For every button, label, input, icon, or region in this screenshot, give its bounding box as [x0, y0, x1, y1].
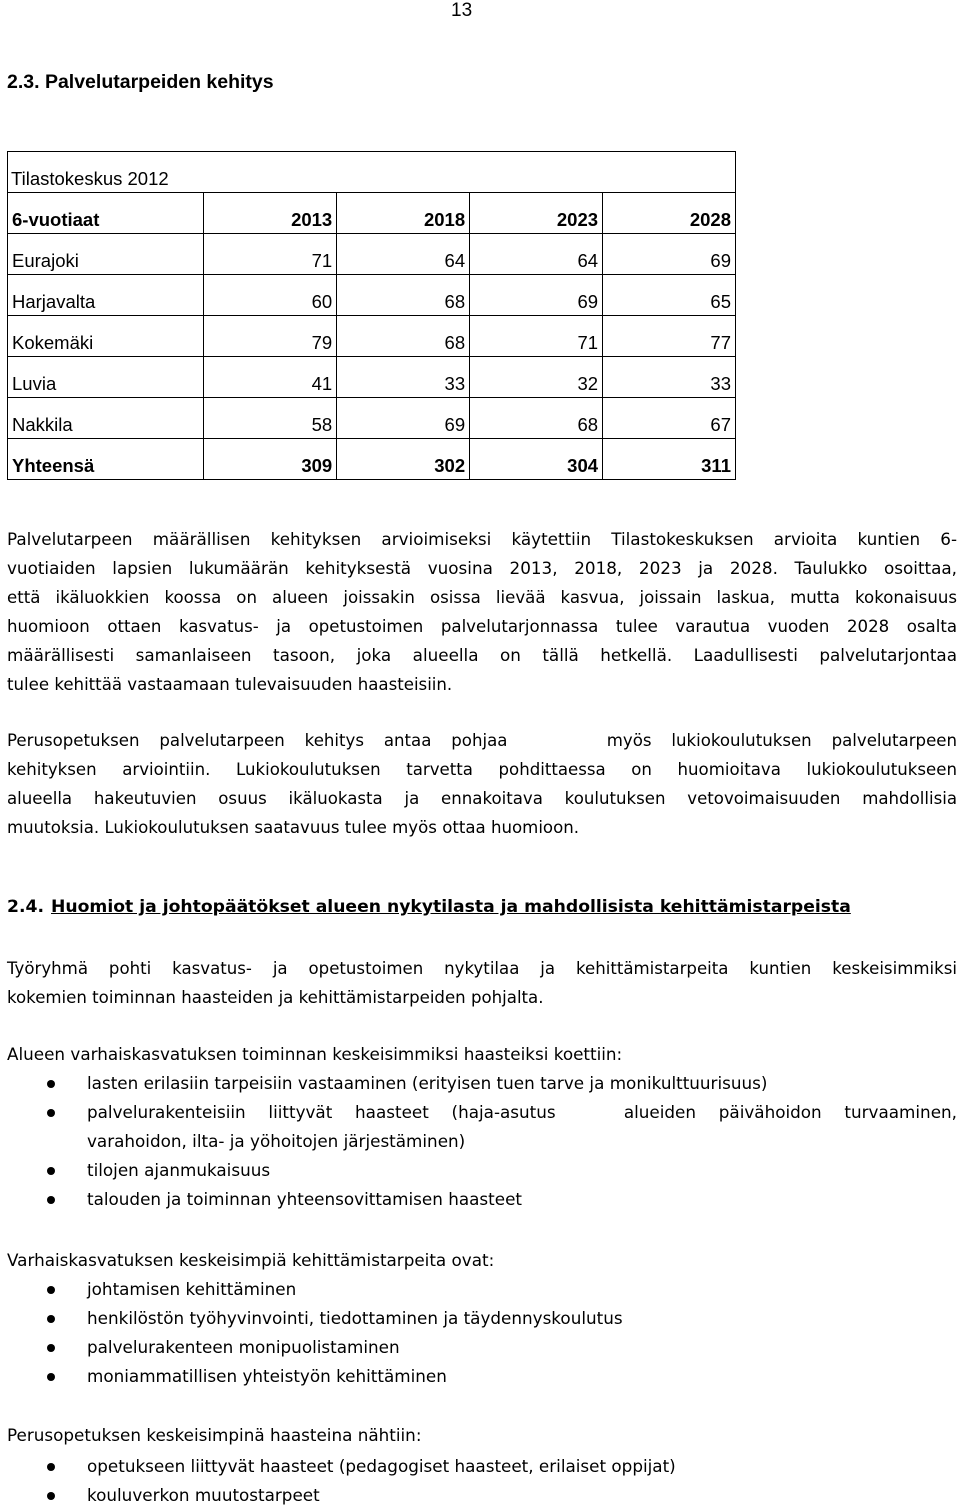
text-line: Työryhmä pohti kasvatus- ja opetustoimen nykytilaa ja kehittämistarpeita kuntien keskeisimmiksi: [7, 959, 957, 978]
table-cell: 69: [603, 234, 736, 275]
table-cell: 41: [204, 357, 337, 398]
list-item-text: henkilöstön työhyvinvointi, tiedottaminen ja täydennyskoulutus: [87, 1308, 623, 1328]
list-item-text: opetukseen liittyvät haasteet (pedagogiset haasteet, erilaiset oppijat): [87, 1456, 676, 1476]
list-early-childhood-challenges: [0, 1069, 957, 1214]
paragraph-service-needs: [7, 525, 957, 699]
table-cell: 32: [470, 357, 603, 398]
row-label: Eurajoki: [8, 234, 204, 275]
row-label: Kokemäki: [8, 316, 204, 357]
list-basic-education-challenges: [0, 1452, 676, 1510]
table-cell: 68: [470, 398, 603, 439]
list-item-text: kouluverkon muutostarpeet: [87, 1485, 320, 1505]
table-caption: Tilastokeskus 2012: [8, 152, 736, 193]
header-cell: 2013: [204, 193, 337, 234]
list-item: [0, 1098, 957, 1156]
text-line: Palvelutarpeen määrällisen kehityksen arvioimiseksi käytettiin Tilastokeskuksen arvioita kuntien 6-: [7, 529, 957, 549]
section-heading-2-3: 2.3. Palvelutarpeiden kehitys: [7, 71, 274, 93]
text-line: Perusopetuksen palvelutarpeen kehitys antaa pohjaa myös lukiokoulutuksen palvelutarpeen: [7, 731, 957, 750]
text-line: huomioon ottaen kasvatus- ja opetustoimen palvelutarjonnassa tulee varautua vuoden 2028 osalta: [7, 617, 957, 636]
table-cell: 71: [204, 234, 337, 275]
list-item-text: johtamisen kehittäminen: [87, 1279, 297, 1299]
text-line: määrällisesti samanlaiseen tasoon, joka alueella on tällä hetkellä. Laadullisesti palvelutarjontaa: [7, 645, 957, 665]
header-cell: 2023: [470, 193, 603, 234]
header-cell: 6-vuotiaat: [8, 193, 204, 234]
list-item: [0, 1333, 623, 1362]
list-item: [0, 1304, 623, 1333]
list1-intro: Alueen varhaiskasvatuksen toiminnan keskeisimmiksi haasteiksi koettiin:: [7, 1044, 623, 1064]
table-cell: 67: [603, 398, 736, 439]
list-item: [0, 1069, 957, 1098]
list-item: [0, 1362, 623, 1391]
table-cell: 71: [470, 316, 603, 357]
list-item-text: palvelurakenteen monipuolistaminen: [87, 1337, 400, 1357]
list-item-text: talouden ja toiminnan yhteensovittamisen haasteet: [87, 1189, 522, 1209]
table-cell: 60: [204, 275, 337, 316]
table-cell: 79: [204, 316, 337, 357]
table-total-row: [8, 439, 736, 480]
row-label: Yhteensä: [8, 439, 204, 480]
text-line: kehityksen arviointiin. Lukiokoulutuksen tarvetta pohdittaessa on huomioitava lukiokoulutukseen: [7, 760, 957, 779]
list-item: [0, 1275, 623, 1304]
table-row: [8, 357, 736, 398]
list-item-text: lasten erilasiin tarpeisiin vastaaminen (erityisen tuen tarve ja monikulttuurisuus): [87, 1073, 768, 1093]
table-cell: 33: [337, 357, 470, 398]
table-row: [8, 234, 736, 275]
list-item-text: varahoidon, ilta- ja yöhoitojen järjestäminen): [87, 1131, 466, 1151]
table-cell: 64: [470, 234, 603, 275]
list-item: [0, 1156, 957, 1185]
table-cell: 304: [470, 439, 603, 480]
table-cell: 302: [337, 439, 470, 480]
table-cell: 58: [204, 398, 337, 439]
table-header-row: [8, 193, 736, 234]
list-item-text: moniammatillisen yhteistyön kehittäminen: [87, 1366, 447, 1386]
list-item: [0, 1185, 957, 1214]
table-cell: 311: [603, 439, 736, 480]
table-row: [8, 398, 736, 439]
section-title: Huomiot ja johtopäätökset alueen nykytilasta ja mahdollisista kehittämistarpeista: [51, 897, 851, 917]
list-item-text: tilojen ajanmukaisuus: [87, 1160, 271, 1180]
row-label: Harjavalta: [8, 275, 204, 316]
list2-intro: Varhaiskasvatuksen keskeisimpiä kehittämistarpeita ovat:: [7, 1250, 495, 1270]
paragraph-working-group: [7, 954, 957, 1012]
page-number: 13: [451, 0, 473, 21]
list-early-childhood-development-needs: [0, 1275, 623, 1391]
table-row: [8, 275, 736, 316]
table-cell: 309: [204, 439, 337, 480]
table-cell: 68: [337, 275, 470, 316]
table-cell: 65: [603, 275, 736, 316]
header-cell: 2018: [337, 193, 470, 234]
list-item: [0, 1452, 676, 1481]
table-cell: 64: [337, 234, 470, 275]
text-line: alueella hakeutuvien osuus ikäluokasta ja ennakoitava koulutuksen vetovoimaisuuden mahdollisia: [7, 789, 957, 808]
text-line: kokemien toiminnan haasteiden ja kehittämistarpeiden pohjalta.: [7, 988, 544, 1007]
population-forecast-table: [7, 151, 736, 480]
text-line: muutoksia. Lukiokoulutuksen saatavuus tulee myös ottaa huomioon.: [7, 818, 580, 837]
table-cell: 69: [470, 275, 603, 316]
table-cell: 77: [603, 316, 736, 357]
section-heading-2-4: [7, 897, 851, 917]
list3-intro: Perusopetuksen keskeisimpinä haasteina nähtiin:: [7, 1425, 422, 1445]
table-caption-row: [8, 152, 736, 193]
row-label: Nakkila: [8, 398, 204, 439]
table-cell: 33: [603, 357, 736, 398]
table-cell: 69: [337, 398, 470, 439]
list-item: [0, 1481, 676, 1510]
text-line: tulee kehittää vastaamaan tulevaisuuden haasteisiin.: [7, 675, 453, 694]
text-line: että ikäluokkien koossa on alueen joissakin osissa lievää kasvua, joissain laskua, mutta kokonaisuus: [7, 588, 957, 607]
header-cell: 2028: [603, 193, 736, 234]
section-number: 2.4.: [7, 897, 44, 917]
table-cell: 68: [337, 316, 470, 357]
row-label: Luvia: [8, 357, 204, 398]
paragraph-upper-secondary: [7, 726, 957, 842]
text-line: vuotiaiden lapsien lukumäärän kehityksestä vuosina 2013, 2018, 2023 ja 2028. Taulukko osoittaa,: [7, 558, 957, 578]
table-row: [8, 316, 736, 357]
list-item-text: palvelurakenteisiin liittyvät haasteet (haja-asutus alueiden päivähoidon turvaaminen,: [87, 1102, 957, 1122]
